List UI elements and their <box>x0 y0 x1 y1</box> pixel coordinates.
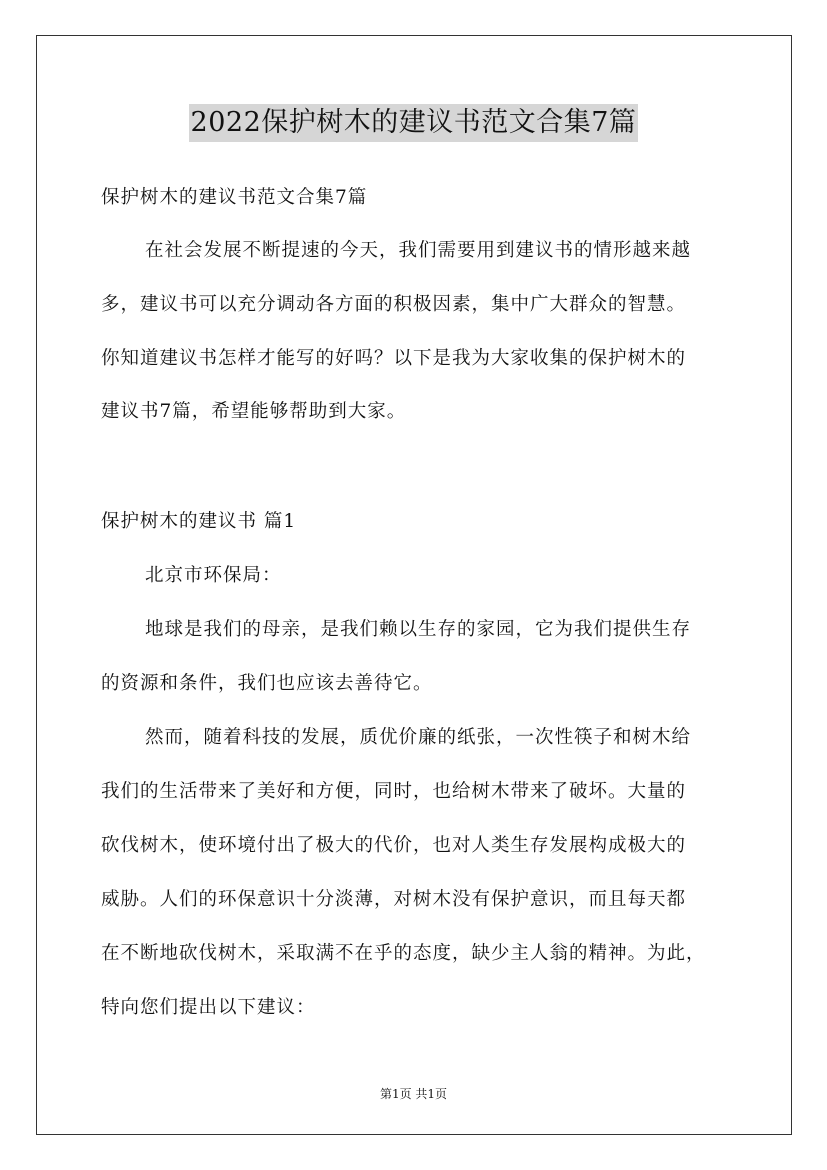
page-number-footer: 第1页 共1页 <box>379 1087 448 1101</box>
intro-line-3: 你知道建议书怎样才能写的好吗？以下是我为大家收集的保护树木的 <box>101 348 687 369</box>
para1-line-2: 的资源和条件，我们也应该去善待它。 <box>101 673 433 694</box>
para2-line-6: 特向您们提出以下建议： <box>101 997 316 1018</box>
document-subtitle: 保护树木的建议书范文合集7篇 <box>101 187 368 208</box>
para2-line-2: 我们的生活带来了美好和方便，同时，也给树木带来了破坏。大量的 <box>101 781 687 802</box>
document-title: 2022保护树木的建议书范文合集7篇 <box>189 104 639 142</box>
para2-line-5: 在不断地砍伐树木，采取满不在乎的态度，缺少主人翁的精神。为此， <box>101 943 706 964</box>
intro-line-4: 建议书7篇，希望能够帮助到大家。 <box>101 401 407 422</box>
para2-line-4: 威胁。人们的环保意识十分淡薄，对树木没有保护意识，而且每天都 <box>101 889 687 910</box>
intro-line-1: 在社会发展不断提速的今天，我们需要用到建议书的情形越来越 <box>145 240 692 261</box>
intro-line-2: 多，建议书可以充分调动各方面的积极因素，集中广大群众的智慧。 <box>101 294 687 315</box>
salutation: 北京市环保局： <box>145 565 282 586</box>
para2-line-3: 砍伐树木，使环境付出了极大的代价，也对人类生存发展构成极大的 <box>101 835 687 856</box>
section-heading: 保护树木的建议书 篇1 <box>101 511 297 532</box>
para2-line-1: 然而，随着科技的发展，质优价廉的纸张，一次性筷子和树木给 <box>145 727 692 748</box>
title-container <box>0 104 827 142</box>
para1-line-1: 地球是我们的母亲，是我们赖以生存的家园，它为我们提供生存 <box>145 619 692 640</box>
